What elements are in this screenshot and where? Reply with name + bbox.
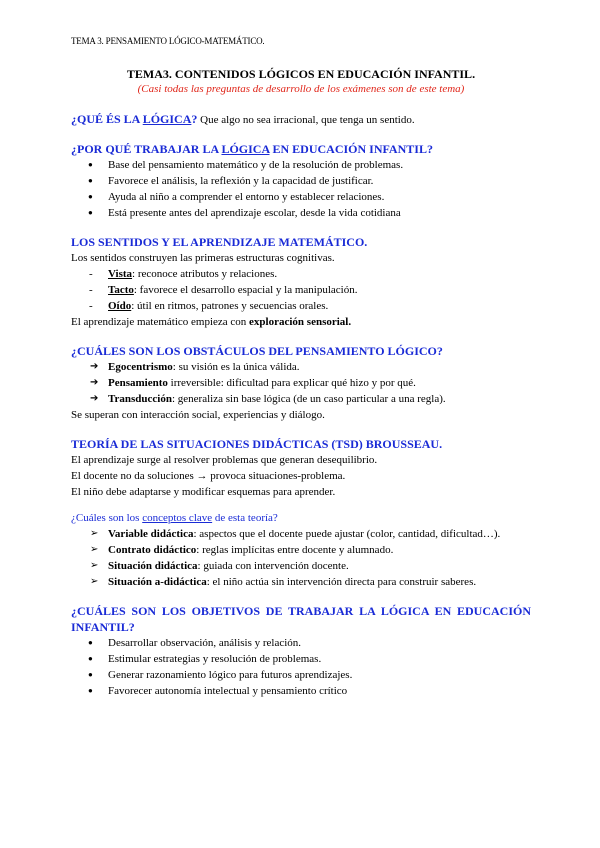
list-item: ● Favorece el análisis, la reflexión y la capacidad de justificar. (71, 173, 531, 189)
tsd-concepts-list (71, 526, 531, 590)
section-senses (71, 234, 531, 330)
tsd-subquestion (71, 510, 531, 526)
list-item: ● Desarrollar observación, análisis y relación. (71, 635, 531, 651)
section-objectives (71, 603, 531, 699)
obstacle-term: Egocentrismo (108, 361, 173, 373)
list-item (71, 526, 531, 542)
section-what-is-logic (71, 111, 531, 128)
document-subtitle: (Casi todas las preguntas de desarrollo de los exámenes son de este tema) (137, 83, 465, 95)
list-item (71, 282, 531, 298)
obstacle-text: irreversible: dificultad para explicar qué hizo y por qué. (167, 377, 416, 389)
list-item: ● Generar razonamiento lógico para futuros aprendizajes. (71, 667, 531, 683)
heading-suffix: ? (191, 112, 198, 126)
list-item (71, 359, 531, 375)
why-logic-heading (71, 141, 531, 157)
section-obstacles (71, 343, 531, 423)
senses-intro: Los sentidos construyen las primeras estructuras cognitivas. (71, 252, 335, 264)
obstacle-text: : su visión es la única válida. (172, 361, 300, 373)
list-item (71, 375, 531, 391)
list-item: ● Estimular estrategias y resolución de problemas. (71, 651, 531, 667)
list-item (71, 266, 531, 282)
sense-text: : útil en ritmos, patrones y secuencias orales. (131, 300, 329, 312)
subq-suffix: de esta teoría? (212, 512, 278, 524)
closing-prefix: El aprendizaje matemático empieza con (71, 316, 250, 328)
tsd-line: El aprendizaje surge al resolver problemas que generan desequilibrio. (71, 454, 378, 466)
list-item: ● Está presente antes del aprendizaje escolar, desde la vida cotidiana (71, 205, 531, 221)
tsd-line: El niño debe adaptarse y modificar esquemas para aprender. (71, 486, 336, 498)
list-item: ● Base del pensamiento matemático y de la resolución de problemas. (71, 157, 531, 173)
objectives-list (71, 635, 531, 699)
concept-term: Situación a-didáctica (108, 576, 207, 588)
senses-list (71, 266, 531, 314)
obstacles-heading: ¿CUÁLES SON LOS OBSTÁCULOS DEL PENSAMIENTO LÓGICO? (71, 344, 443, 358)
heading-prefix: ¿QUÉ ÉS LA (71, 112, 143, 126)
document-title: TEMA3. CONTENIDOS LÓGICOS EN EDUCACIÓN INFANTIL. (126, 67, 476, 81)
obstacle-term: Pensamiento (108, 377, 168, 389)
obstacles-list (71, 359, 531, 407)
sense-text: : reconoce atributos y relaciones. (132, 268, 278, 280)
senses-closing (71, 314, 531, 330)
document-body (71, 66, 531, 699)
section-tsd (71, 436, 531, 590)
concept-term: Variable didáctica (108, 528, 194, 540)
obstacle-term: Transducción (108, 393, 172, 405)
heading-keyword: LÓGICA (142, 112, 192, 126)
tsd-heading: TEORÍA DE LAS SITUACIONES DIDÁCTICAS (TSD) BROUSSEAU. (71, 437, 443, 451)
objectives-heading: ¿CUÁLES SON LOS OBJETIVOS DE TRABAJAR LA LÓGICA EN EDUCACIÓN INFANTIL? (71, 604, 531, 634)
tsd-line: El docente no da soluciones → provoca situaciones-problema. (71, 470, 346, 482)
sense-term: Oído (108, 300, 132, 312)
concept-text: : guiada con intervención docente. (197, 560, 349, 572)
what-is-logic-answer: Que algo no sea irracional, que tenga un sentido. (197, 114, 415, 126)
concept-text: : reglas implícitas entre docente y alumnado. (196, 544, 394, 556)
obstacle-text: : generaliza sin base lógica (de un caso particular a una regla). (171, 393, 446, 405)
concept-text: : el niño actúa sin intervención directa para construir saberes. (206, 576, 477, 588)
subq-keyword: conceptos clave (142, 512, 213, 524)
heading-keyword: LÓGICA (221, 142, 270, 156)
what-is-logic-heading (71, 112, 197, 126)
list-item: ● Favorecer autonomía intelectual y pensamiento crítico (71, 683, 531, 699)
heading-prefix: ¿POR QUÉ TRABAJAR LA (71, 142, 222, 156)
why-logic-list (71, 157, 531, 221)
concept-term: Contrato didáctico (108, 544, 197, 556)
closing-bold: exploración sensorial. (249, 316, 352, 328)
list-item (71, 542, 531, 558)
sense-text: : favorece el desarrollo espacial y la manipulación. (133, 284, 358, 296)
list-item: ● Ayuda al niño a comprender el entorno y establecer relaciones. (71, 189, 531, 205)
concept-text: : aspectos que el docente puede ajustar (color, cantidad, dificultad…). (193, 528, 501, 540)
sense-term: Vista (108, 268, 133, 280)
section-why-logic (71, 141, 531, 221)
list-item (71, 558, 531, 574)
sense-term: Tacto (108, 284, 134, 296)
list-item (71, 574, 531, 590)
obstacles-closing: Se superan con interacción social, experiencias y diálogo. (71, 409, 325, 421)
list-item (71, 391, 531, 407)
list-item (71, 298, 531, 314)
concept-term: Situación didáctica (108, 560, 198, 572)
senses-heading: LOS SENTIDOS Y EL APRENDIZAJE MATEMÁTICO. (71, 235, 368, 249)
subq-prefix: ¿Cuáles son los (71, 512, 143, 524)
heading-suffix: EN EDUCACIÓN INFANTIL? (269, 142, 433, 156)
running-header: TEMA 3. PENSAMIENTO LÓGICO-MATEMÁTICO. (71, 36, 265, 46)
